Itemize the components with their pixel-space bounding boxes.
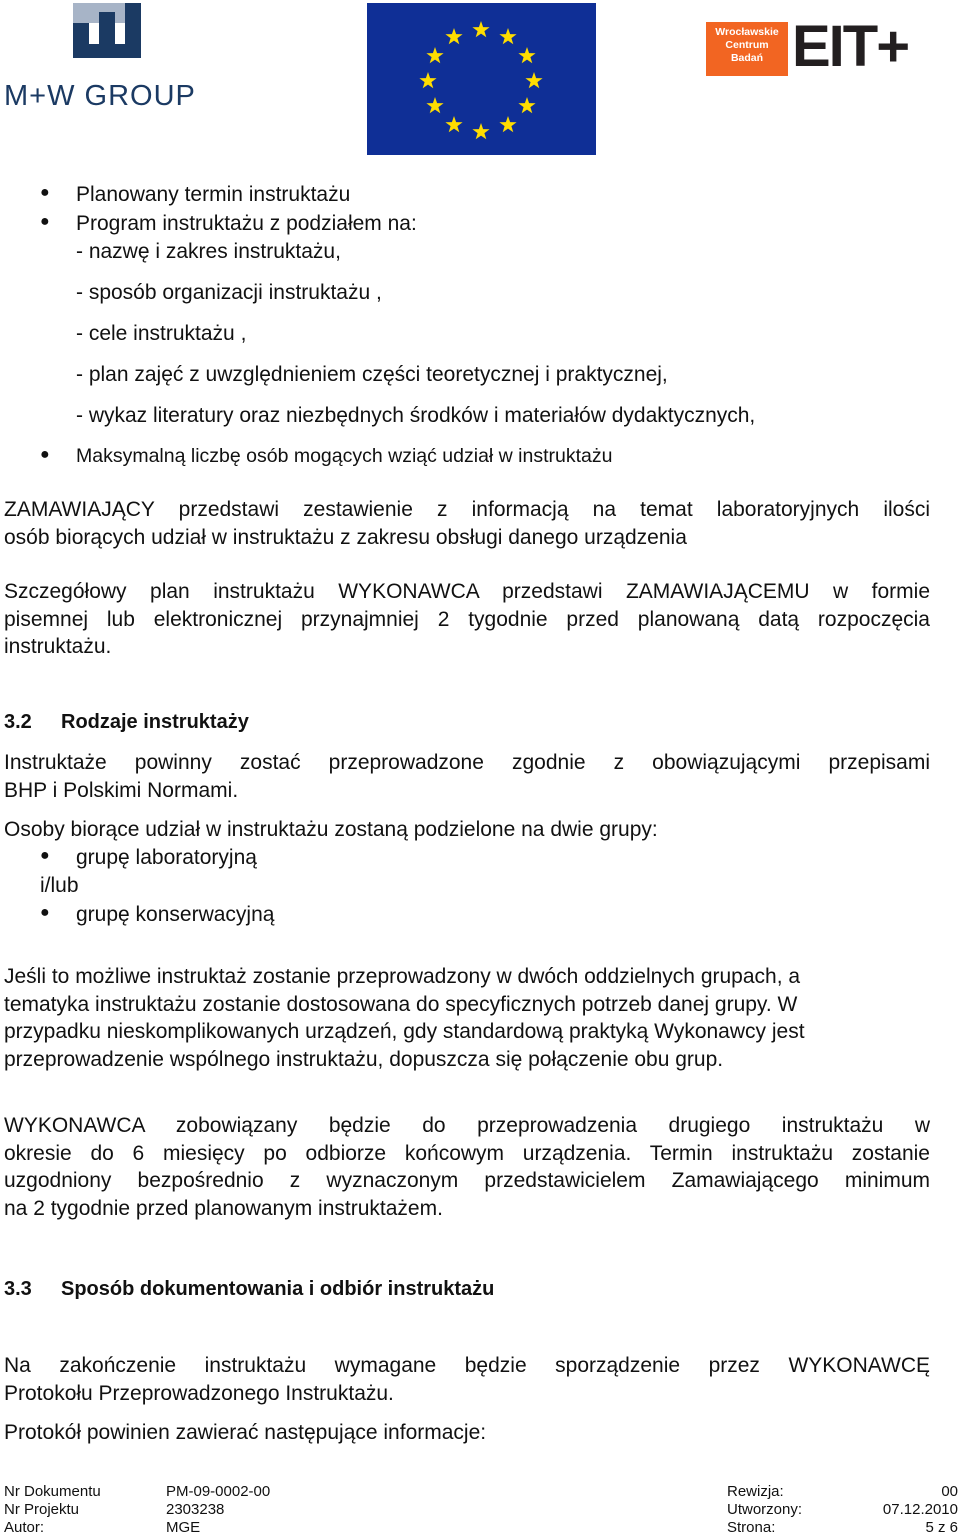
footer-value-project: 2303238 [166, 1501, 225, 1518]
bullet-dot: ● [40, 213, 50, 230]
footer-value-doc: PM-09-0002-00 [166, 1483, 271, 1500]
sub-list-item: - sposób organizacji instruktażu , [76, 281, 382, 304]
mw-logo-text: M+W GROUP [4, 80, 196, 112]
eit-line-2: Centrum [725, 39, 769, 51]
list-item: grupę laboratoryjną [76, 846, 257, 869]
eit-plus-logo [706, 14, 952, 80]
bullet-dot: ● [40, 446, 50, 463]
text-line: Szczegółowy plan instruktażu WYKONAWCA przedstawi ZAMAWIAJĄCEMU w formie [4, 580, 930, 603]
list-item: Program instruktażu z podziałem na: [76, 212, 417, 235]
eit-orange-box [706, 22, 788, 76]
section-number: 3.3 [4, 1278, 32, 1300]
sub-list-item: - wykaz literatury oraz niezbędnych środków i materiałów dydaktycznych, [76, 404, 756, 427]
text-line: Instruktaże powinny zostać przeprowadzone zgodnie z obowiązującymi przepisami [4, 751, 930, 774]
text-line: instruktażu. [4, 635, 112, 658]
bullet-dot: ● [40, 904, 50, 921]
footer-value-created: 07.12.2010 [882, 1501, 958, 1518]
eit-line-3: Badań [730, 52, 764, 64]
text-line: pisemnej lub elektronicznej przynajmniej 2 tygodnie przed planowaną datą rozpoczęcia [4, 607, 930, 631]
paragraph-przepisy [4, 749, 930, 804]
text-line: BHP i Polskimi Normami. [4, 778, 239, 802]
section-heading-3-2 [4, 711, 249, 734]
eu-flag-logo [367, 3, 596, 155]
section-title: Rodzaje instruktaży [61, 711, 249, 733]
footer-value-revision: 00 [941, 1483, 958, 1500]
bullet-dot: ● [40, 184, 50, 201]
section-number: 3.2 [4, 711, 32, 733]
text-line: WYKONAWCA zobowiązany będzie do przeprowadzenia drugiego instruktażu w [4, 1114, 930, 1137]
eu-stars [367, 3, 596, 155]
footer-label-author: Autor: [4, 1519, 45, 1536]
sub-list-item: - cele instruktażu , [76, 322, 247, 345]
mw-group-logo [0, 0, 215, 112]
text-line: uzgodniony bezpośrednio z wyznaczonym przedstawicielem Zamawiającego minimum [4, 1169, 930, 1192]
list-item: Maksymalną liczbę osób mogących wziąć udział w instruktażu [76, 445, 613, 467]
bullet-dot: ● [40, 847, 50, 864]
list-item: Planowany termin instruktażu [76, 183, 351, 206]
sub-list-item: - nazwę i zakres instruktażu, [76, 240, 341, 263]
list-item: grupę konserwacyjną [76, 903, 275, 926]
text-line: okresie do 6 miesięcy po odbiorze końcowym urządzenia. Termin instruktażu zostanie [4, 1141, 930, 1165]
footer-label-doc: Nr Dokumentu [4, 1483, 101, 1500]
paragraph-plan [4, 578, 930, 661]
text-line: przeprowadzenie wspólnego instruktażu, dopuszcza się połączenie obu grup. [4, 1047, 724, 1071]
paragraph-protokol [4, 1352, 930, 1407]
text-line: ZAMAWIAJĄCY przedstawi zestawienie z informacją na temat laboratoryjnych ilości [4, 498, 930, 521]
footer-label-page: Strona: [727, 1519, 776, 1536]
footer-value-author: MGE [166, 1519, 201, 1536]
text-line: Na zakończenie instruktażu wymagane będzie sporządzenie przez WYKONAWCĘ [4, 1354, 930, 1377]
text-line: osób biorących udział w instruktażu z zakresu obsługi danego urządzenia [4, 525, 687, 549]
text-line: Jeśli to możliwe instruktaż zostanie przeprowadzony w dwóch oddzielnych grupach, a [4, 965, 801, 988]
paragraph-grupy: Osoby biorące udział w instruktażu zostaną podzielone na dwie grupy: [4, 818, 658, 841]
text-line: Protokołu Przeprowadzonego Instruktażu. [4, 1381, 394, 1405]
text-line: na 2 tygodnie przed planowanym instruktażem. [4, 1196, 443, 1220]
eit-big-text: EIT+ [792, 14, 909, 79]
footer-label-created: Utworzony: [727, 1501, 803, 1518]
text-line: przypadku nieskomplikowanych urządzeń, gdy standardową praktyką Wykonawcy jest [4, 1020, 805, 1043]
footer-value-page: 5 z 6 [925, 1519, 958, 1536]
sub-list-item: - plan zajęć z uwzględnieniem części teoretycznej i praktycznej, [76, 363, 668, 386]
document-footer [4, 1483, 958, 1534]
paragraph-zestawienie [4, 496, 930, 551]
eit-line-1: Wrocławskie [715, 26, 779, 38]
footer-label-project: Nr Projektu [4, 1501, 80, 1518]
list-connector: i/lub [40, 874, 79, 897]
text-line: tematyka instruktażu zostanie dostosowana do specyficznych potrzeb danej grupy. W [4, 992, 798, 1016]
paragraph-protokol-informacje: Protokół powinien zawierać następujące informacje: [4, 1421, 487, 1444]
paragraph-drugi-instruktaz [4, 1112, 930, 1222]
footer-label-revision: Rewizja: [727, 1483, 784, 1500]
section-heading-3-3 [4, 1278, 495, 1301]
paragraph-oddzielne-grupy [4, 963, 805, 1073]
section-title: Sposób dokumentowania i odbiór instruktażu [61, 1278, 495, 1300]
